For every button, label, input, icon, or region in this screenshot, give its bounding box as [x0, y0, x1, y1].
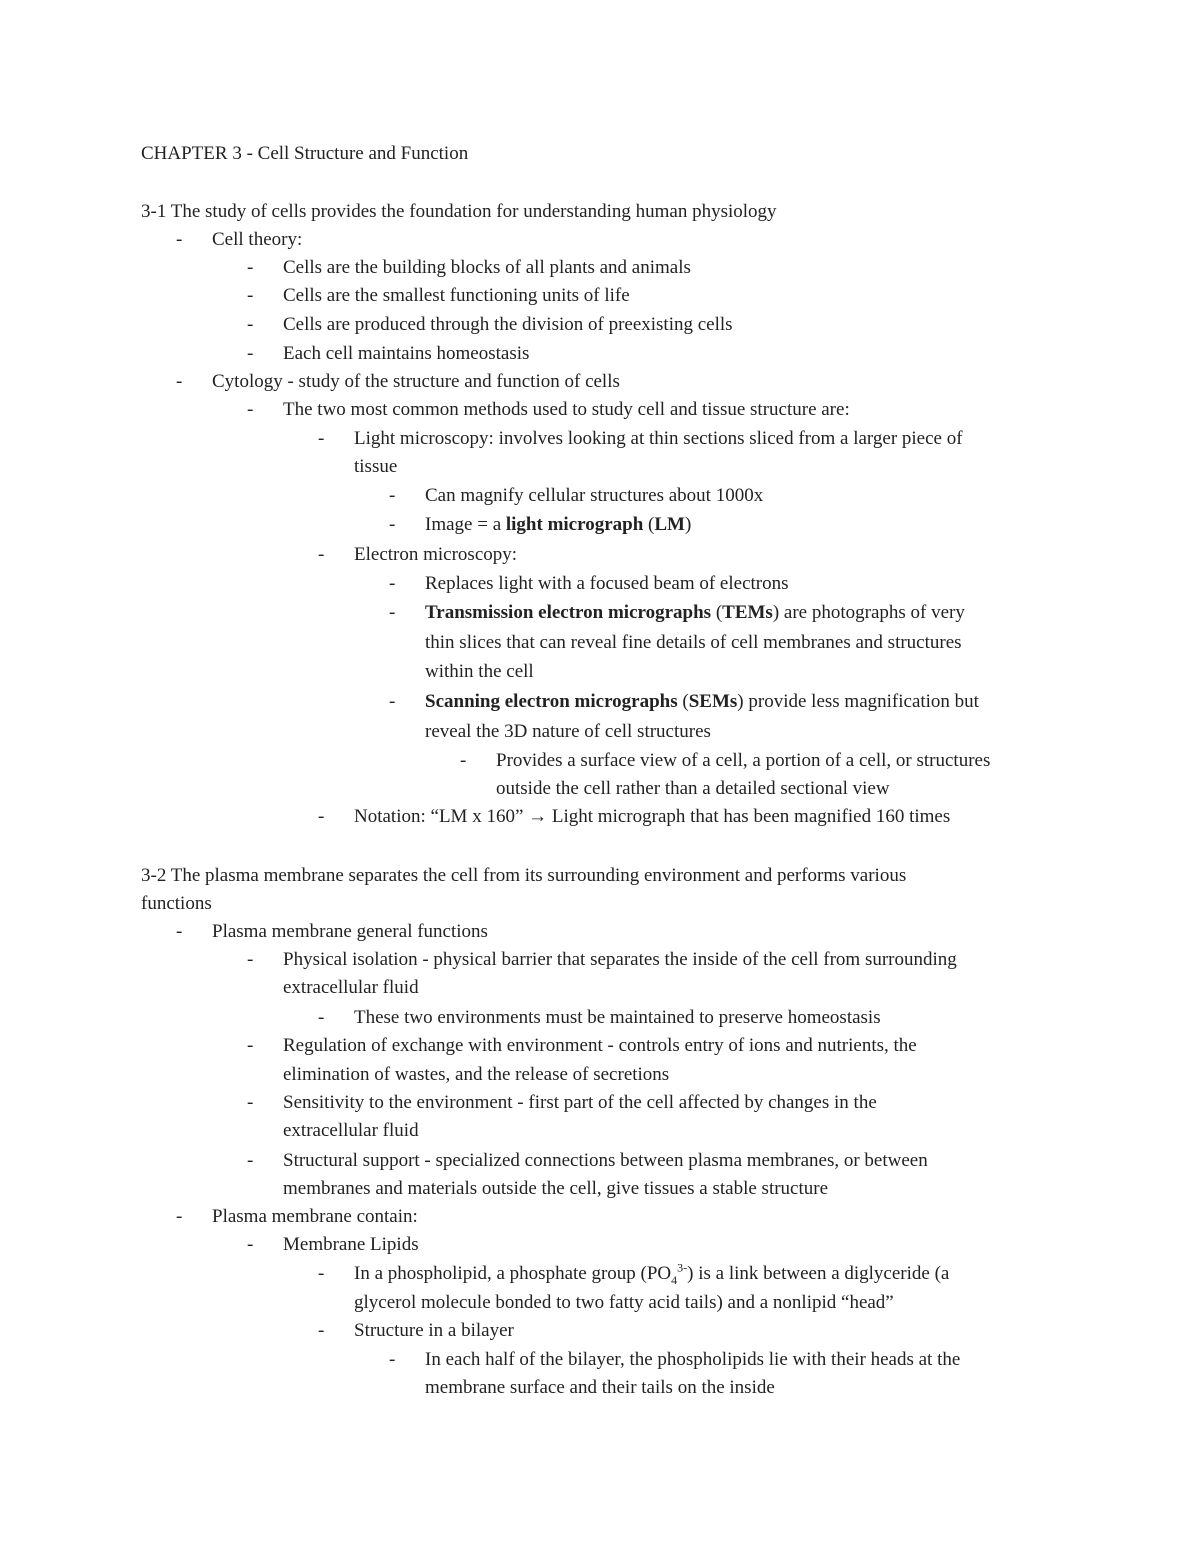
bullet-dash: -: [318, 544, 325, 565]
text-run: (: [677, 691, 689, 712]
list-item-continuation: extracellular fluid: [283, 977, 419, 998]
bullet-dash: -: [389, 485, 396, 506]
bullet-dash: -: [247, 343, 254, 364]
bullet-dash: -: [247, 399, 254, 420]
bullet-dash: -: [318, 1263, 325, 1284]
list-item-continuation: reveal the 3D nature of cell structures: [425, 721, 711, 742]
bullet-dash: -: [389, 691, 396, 712]
bullet-dash: -: [318, 1007, 325, 1028]
bullet-dash: -: [389, 514, 396, 535]
list-item: Plasma membrane contain:: [212, 1206, 418, 1227]
list-item: Cells are the building blocks of all plants and animals: [283, 257, 691, 278]
list-item: Cell theory:: [212, 229, 303, 250]
bullet-dash: -: [247, 257, 254, 278]
bullet-dash: -: [247, 1150, 254, 1171]
bullet-dash: -: [247, 285, 254, 306]
bold-term: Transmission electron micrographs: [425, 602, 712, 623]
list-item: Structural support - specialized connections between plasma membranes, or between: [283, 1150, 928, 1171]
list-item-phospholipid: [354, 1260, 949, 1289]
list-item: Structure in a bilayer: [354, 1320, 514, 1341]
list-item-continuation: membrane surface and their tails on the inside: [425, 1377, 775, 1398]
bullet-dash: -: [318, 1320, 325, 1341]
bold-term: Scanning electron micrographs: [425, 691, 678, 712]
list-item: The two most common methods used to study cell and tissue structure are:: [283, 399, 850, 420]
list-item: Membrane Lipids: [283, 1234, 419, 1255]
list-item-continuation: extracellular fluid: [283, 1120, 419, 1141]
section-heading-3-1: 3-1 The study of cells provides the foundation for understanding human physiology: [141, 201, 777, 222]
bullet-dash: -: [247, 1035, 254, 1056]
chapter-title: CHAPTER 3 - Cell Structure and Function: [141, 143, 469, 164]
list-item: Cells are the smallest functioning units of life: [283, 285, 630, 306]
bold-abbreviation: LM: [654, 514, 685, 535]
text-run: (: [643, 514, 655, 535]
text-run: (: [711, 602, 723, 623]
list-item-continuation: tissue: [354, 456, 398, 477]
bullet-dash: -: [176, 921, 183, 942]
section-heading-3-2: 3-2 The plasma membrane separates the cell from its surrounding environment and performs various: [141, 865, 907, 886]
list-item-lm-image: [425, 511, 691, 540]
bullet-dash: -: [389, 602, 396, 623]
list-item-continuation: outside the cell rather than a detailed sectional view: [496, 778, 890, 799]
list-item: Cytology - study of the structure and function of cells: [212, 371, 620, 392]
list-item-continuation: within the cell: [425, 661, 534, 682]
bold-abbreviation: TEMs: [722, 602, 773, 623]
bullet-dash: -: [247, 314, 254, 335]
bullet-dash: -: [389, 1349, 396, 1370]
list-item: Cells are produced through the division of preexisting cells: [283, 314, 733, 335]
list-item-continuation: membranes and materials outside the cell, give tissues a stable structure: [283, 1178, 829, 1199]
bold-term: light micrograph: [505, 514, 644, 535]
bullet-dash: -: [247, 1092, 254, 1113]
list-item: In each half of the bilayer, the phospholipids lie with their heads at the: [425, 1349, 961, 1370]
list-item: These two environments must be maintained to preserve homeostasis: [354, 1007, 881, 1028]
list-item-continuation: thin slices that can reveal fine details of cell membranes and structures: [425, 632, 962, 653]
bullet-dash: -: [460, 750, 467, 771]
list-item: Electron microscopy:: [354, 544, 518, 565]
list-item: Regulation of exchange with environment - controls entry of ions and nutrients, the: [283, 1035, 917, 1056]
list-item: Light microscopy: involves looking at thin sections sliced from a larger piece of: [354, 428, 963, 449]
text-run: In a phospholipid, a phosphate group (PO: [354, 1263, 672, 1284]
list-item: Each cell maintains homeostasis: [283, 343, 530, 364]
subscript: 4: [671, 1272, 678, 1287]
bullet-dash: -: [318, 428, 325, 449]
list-item: Physical isolation - physical barrier that separates the inside of the cell from surrounding: [283, 949, 957, 970]
list-item: Plasma membrane general functions: [212, 921, 488, 942]
list-item: Can magnify cellular structures about 1000x: [425, 485, 764, 506]
list-item-continuation: elimination of wastes, and the release of secretions: [283, 1064, 670, 1085]
section-heading-continuation: functions: [141, 893, 212, 914]
list-item-sem: [425, 688, 979, 717]
bullet-dash: -: [318, 806, 325, 827]
superscript: 3-: [677, 1260, 688, 1275]
list-item-tem: [425, 599, 965, 628]
bullet-dash: -: [247, 1234, 254, 1255]
text-run: ) is a link between a diglyceride (a: [687, 1263, 950, 1284]
text-run: ) provide less magnification but: [737, 691, 979, 712]
bullet-dash: -: [389, 573, 396, 594]
text-run: ): [684, 514, 692, 535]
list-item: Sensitivity to the environment - first part of the cell affected by changes in the: [283, 1092, 877, 1113]
bullet-dash: -: [176, 371, 183, 392]
list-item: Provides a surface view of a cell, a portion of a cell, or structures: [496, 750, 991, 771]
bold-abbreviation: SEMs: [688, 691, 738, 712]
list-item: Notation: “LM x 160” → Light micrograph that has been magnified 160 times: [354, 806, 951, 827]
list-item-continuation: glycerol molecule bonded to two fatty acid tails) and a nonlipid “head”: [354, 1292, 894, 1313]
list-item: Replaces light with a focused beam of electrons: [425, 573, 789, 594]
bullet-dash: -: [176, 229, 183, 250]
bullet-dash: -: [176, 1206, 183, 1227]
text-run: ) are photographs of very: [772, 602, 965, 623]
bullet-dash: -: [247, 949, 254, 970]
text-run: Image = a: [425, 514, 506, 535]
